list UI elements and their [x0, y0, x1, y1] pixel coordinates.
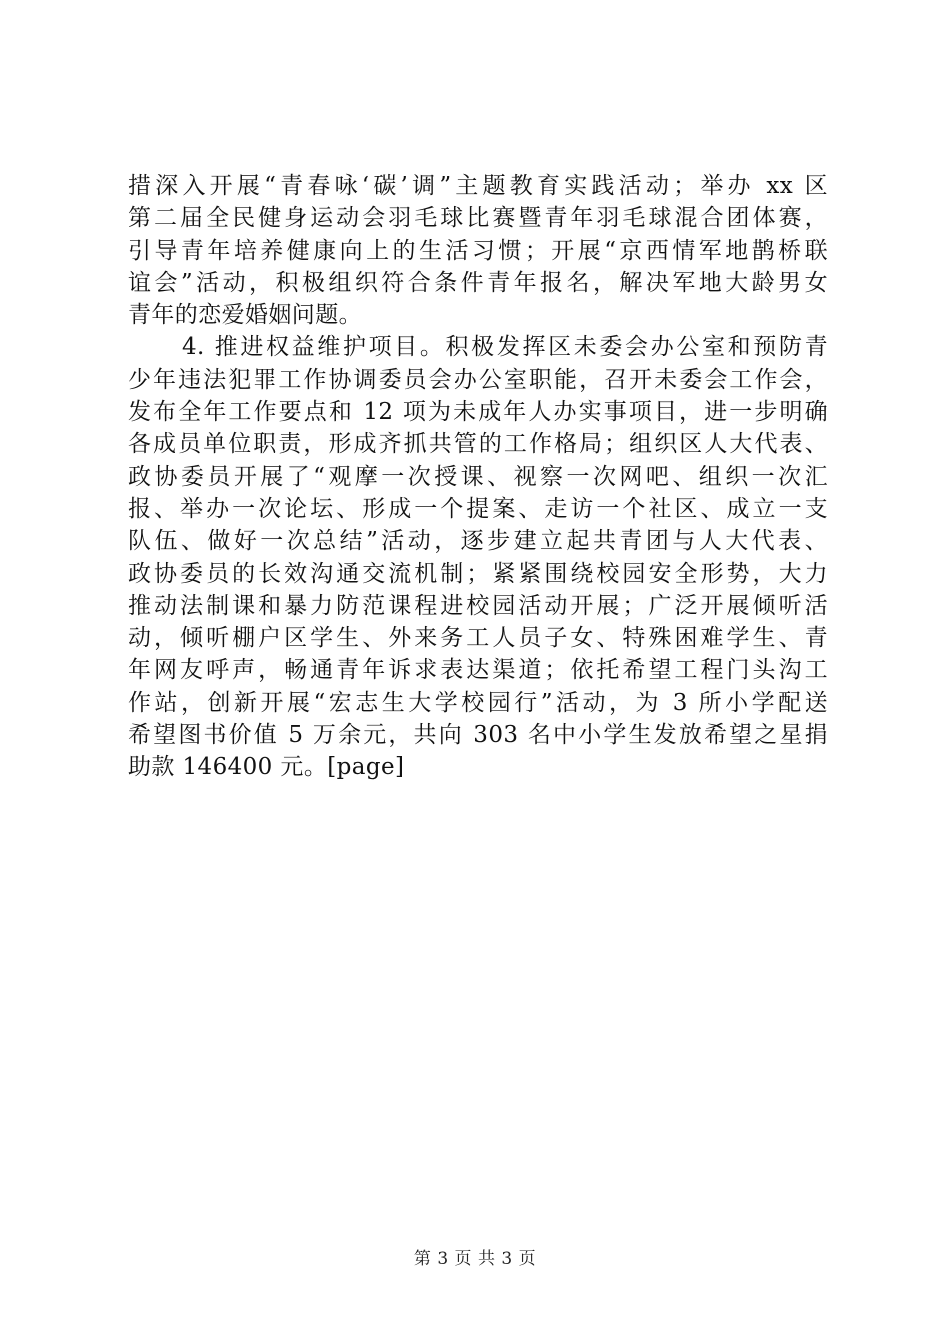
text-line: 政协委员的长效沟通交流机制；紧紧围绕校园安全形势，大力 [128, 560, 828, 587]
page-number-footer: 第 3 页 共 3 页 [413, 1249, 537, 1269]
text-line: 动，倾听棚户区学生、外来务工人员子女、特殊困难学生、青 [128, 625, 828, 652]
body-text [128, 170, 828, 784]
text-line: 青年的恋爱婚姻问题。 [128, 302, 362, 329]
text-line: 队伍、做好一次总结”活动，逐步建立起共青团与人大代表、 [128, 528, 828, 555]
text-line: 作站，创新开展“宏志生大学校园行”活动，为 3 所小学配送 [128, 689, 828, 716]
text-line: 发布全年工作要点和 12 项为未成年人办实事项目，进一步明确 [128, 399, 828, 426]
text-line: 引导青年培养健康向上的生活习惯；开展“京西情军地鹊桥联 [128, 237, 828, 264]
text-line: 报、举办一次论坛、形成一个提案、走访一个社区、成立一支 [128, 495, 828, 522]
text-line: 各成员单位职责，形成齐抓共管的工作格局；组织区人大代表、 [128, 431, 828, 458]
text-line: 少年违法犯罪工作协调委员会办公室职能，召开未委会工作会， [128, 366, 828, 393]
paragraph-heading-line: 4. 推进权益维护项目。积极发挥区未委会办公室和预防青 [182, 334, 828, 361]
text-line: 措深入开展“青春咏‘碳’调”主题教育实践活动；举办 xx 区 [128, 173, 828, 199]
text-line: 年网友呼声，畅通青年诉求表达渠道；依托希望工程门头沟工 [128, 657, 828, 684]
text-line: 政协委员开展了“观摩一次授课、视察一次网吧、组织一次汇 [128, 463, 828, 490]
text-line: 推动法制课和暴力防范课程进校园活动开展；广泛开展倾听活 [128, 592, 828, 619]
text-line: 第二届全民健身运动会羽毛球比赛暨青年羽毛球混合团体赛， [128, 205, 828, 232]
text-line: 助款 146400 元。[page] [128, 754, 405, 781]
text-line: 希望图书价值 5 万余元，共向 303 名中小学生发放希望之星捐 [128, 722, 828, 749]
text-line: 谊会”活动，积极组织符合条件青年报名，解决军地大龄男女 [128, 269, 828, 296]
